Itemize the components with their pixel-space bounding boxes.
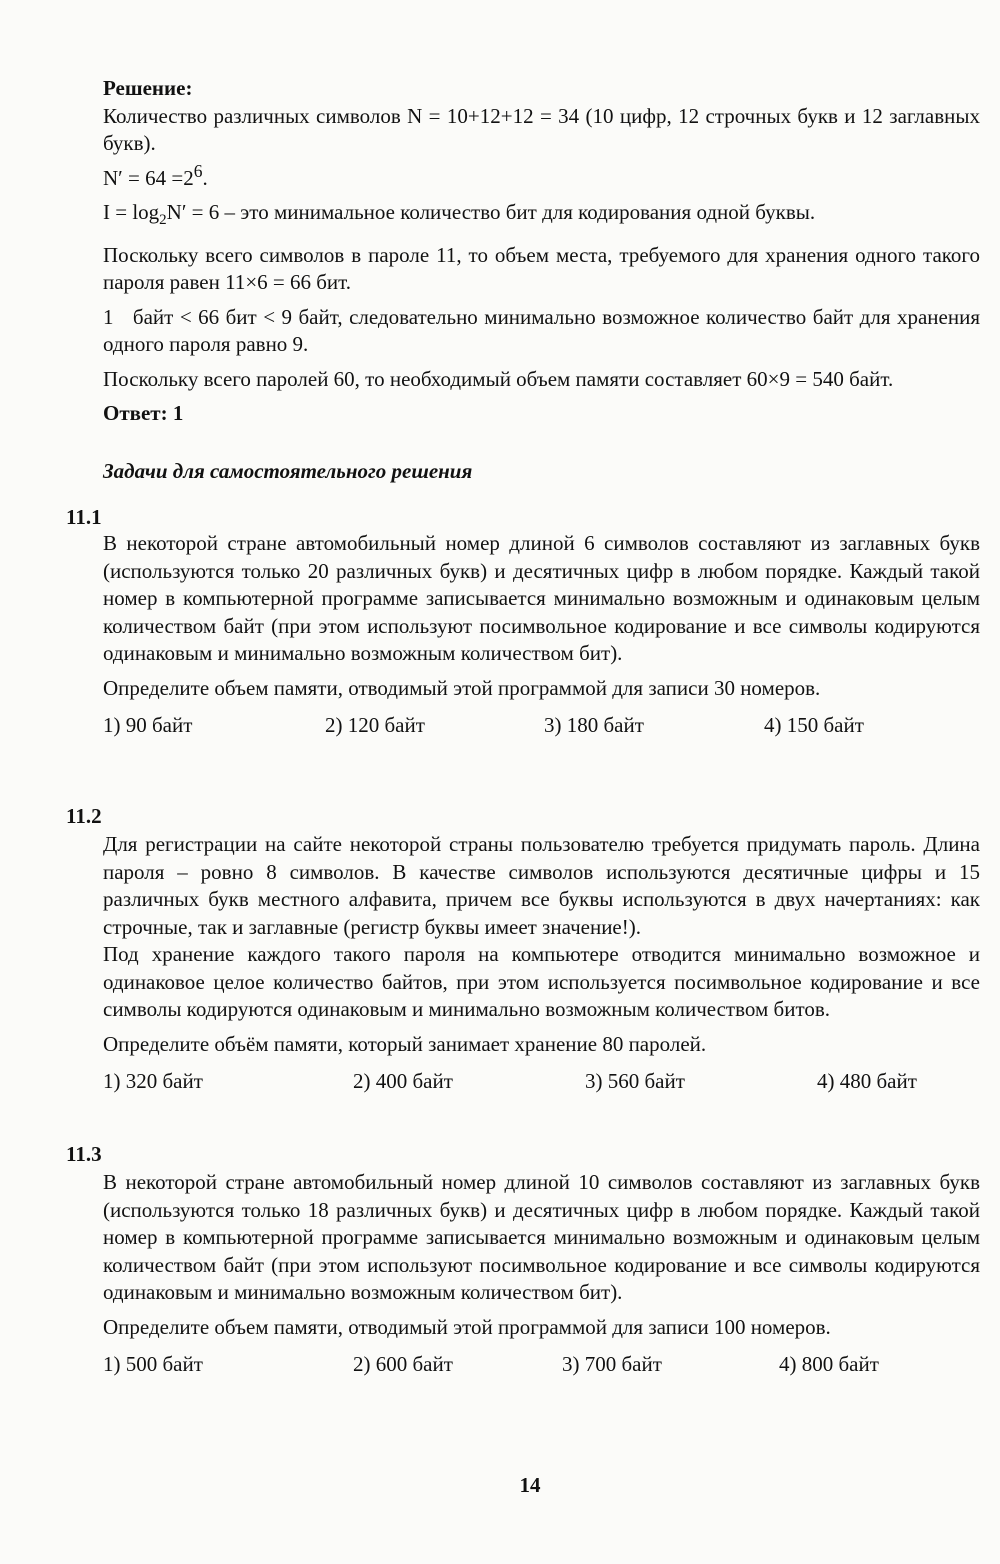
answer-option: 4) 480 байт	[817, 1069, 917, 1093]
solution-paragraph-5: 1 байт < 66 бит < 9 байт, следовательно минимально возможное количество байт для хранения одного пароля равно 9.	[103, 304, 986, 357]
task-number: 11.3	[66, 1142, 102, 1166]
solution-heading: Решение:	[103, 76, 193, 100]
task-11-1	[103, 530, 980, 740]
answer-options	[103, 1068, 980, 1096]
section-title: Задачи для самостоятельного решения	[103, 459, 473, 483]
answer-option: 2) 600 байт	[353, 1352, 453, 1376]
answer-option: 4) 150 байт	[764, 713, 864, 737]
task-text-continued: Под хранение каждого такого пароля на компьютере отводится минимально возможное и одинаковое целое количество байтов, при этом используется посимвольное кодирование и все символы кодируются одинаковым и минимально возможным количеством битов.	[103, 942, 980, 1021]
answer-option: 3) 700 байт	[562, 1352, 662, 1376]
task-text: В некоторой стране автомобильный номер длиной 10 символов составляют из заглавных букв (используются только 18 различных букв) и десятичных цифр в любом порядке. Каждый такой номер в компьютерной программе записывается минимально возможным и одинаковым целым количеством байт (при этом используют посимвольное кодирование и все символы кодируются одинаковым и минимально возможным количеством бит).	[103, 1170, 980, 1304]
solution-paragraph-4: Поскольку всего символов в пароле 11, то объем места, требуемого для хранения одного такого пароля равен 11×6 = 66 бит.	[103, 242, 980, 295]
answer-options	[103, 712, 980, 740]
answer-option: 1) 90 байт	[103, 713, 193, 737]
task-11-3	[103, 1169, 980, 1379]
solution-paragraph-1: Количество различных символов N = 10+12+12 = 34 (10 цифр, 12 строчных букв и 12 заглавных букв).	[103, 103, 980, 155]
answer-option: 1) 320 байт	[103, 1069, 203, 1093]
section-title-block	[103, 458, 980, 486]
task-number: 11.1	[66, 505, 102, 529]
solution-log-prefix: I = log	[103, 200, 160, 224]
solution-formula-end: .	[202, 165, 208, 190]
task-question: Определите объём памяти, который занимает хранение 80 паролей.	[103, 1031, 707, 1056]
solution-log-base: 2	[159, 212, 167, 229]
task-text: В некоторой стране автомобильный номер длиной 6 символов составляют из заглавных букв (используются только 20 различных букв) и десятичных цифр в любом порядке. Каждый такой номер в компьютерной программе записывается минимально возможным и одинаковым целым количеством байт (при этом используют посимвольное кодирование и все символы кодируются одинаковым и минимально возможным количеством бит).	[103, 531, 980, 665]
answer-option: 2) 120 байт	[325, 713, 425, 737]
solution-paragraph-6: Поскольку всего паролей 60, то необходимый объем памяти составляет 60×9 = 540 байт.	[103, 366, 894, 391]
task-question: Определите объем памяти, отводимый этой программой для записи 100 номеров.	[103, 1314, 831, 1339]
task-question: Определите объем памяти, отводимый этой программой для записи 30 номеров.	[103, 675, 821, 700]
task-11-2	[103, 831, 980, 1096]
solution-formula-n: N′ = 64 =2	[103, 165, 194, 190]
answer-options	[103, 1351, 980, 1379]
solution-log-rest: N′ = 6 – это минимальное количество бит для кодирования одной буквы.	[166, 200, 816, 224]
answer-option: 4) 800 байт	[779, 1352, 879, 1376]
solution-block	[103, 75, 986, 428]
task-text: Для регистрации на сайте некоторой страны пользователю требуется придумать пароль. Длина пароля – ровно 8 символов. В качестве символов используются десятичные цифры и 15 различных букв местного алфавита, причем все буквы используются в двух начертаниях: как строчные, так и заглавные (регистр буквы имеет значение!).	[103, 832, 980, 939]
solution-paragraph-2	[103, 158, 980, 193]
page-number: 14	[519, 1473, 541, 1497]
answer-option: 3) 560 байт	[585, 1069, 685, 1093]
answer-option: 3) 180 байт	[544, 713, 644, 737]
task-number: 11.2	[66, 804, 102, 828]
solution-exponent: 6	[193, 160, 203, 181]
solution-paragraph-3	[103, 199, 980, 235]
solution-answer: Ответ: 1	[103, 401, 184, 426]
answer-option: 2) 400 байт	[353, 1069, 453, 1093]
answer-option: 1) 500 байт	[103, 1352, 203, 1376]
